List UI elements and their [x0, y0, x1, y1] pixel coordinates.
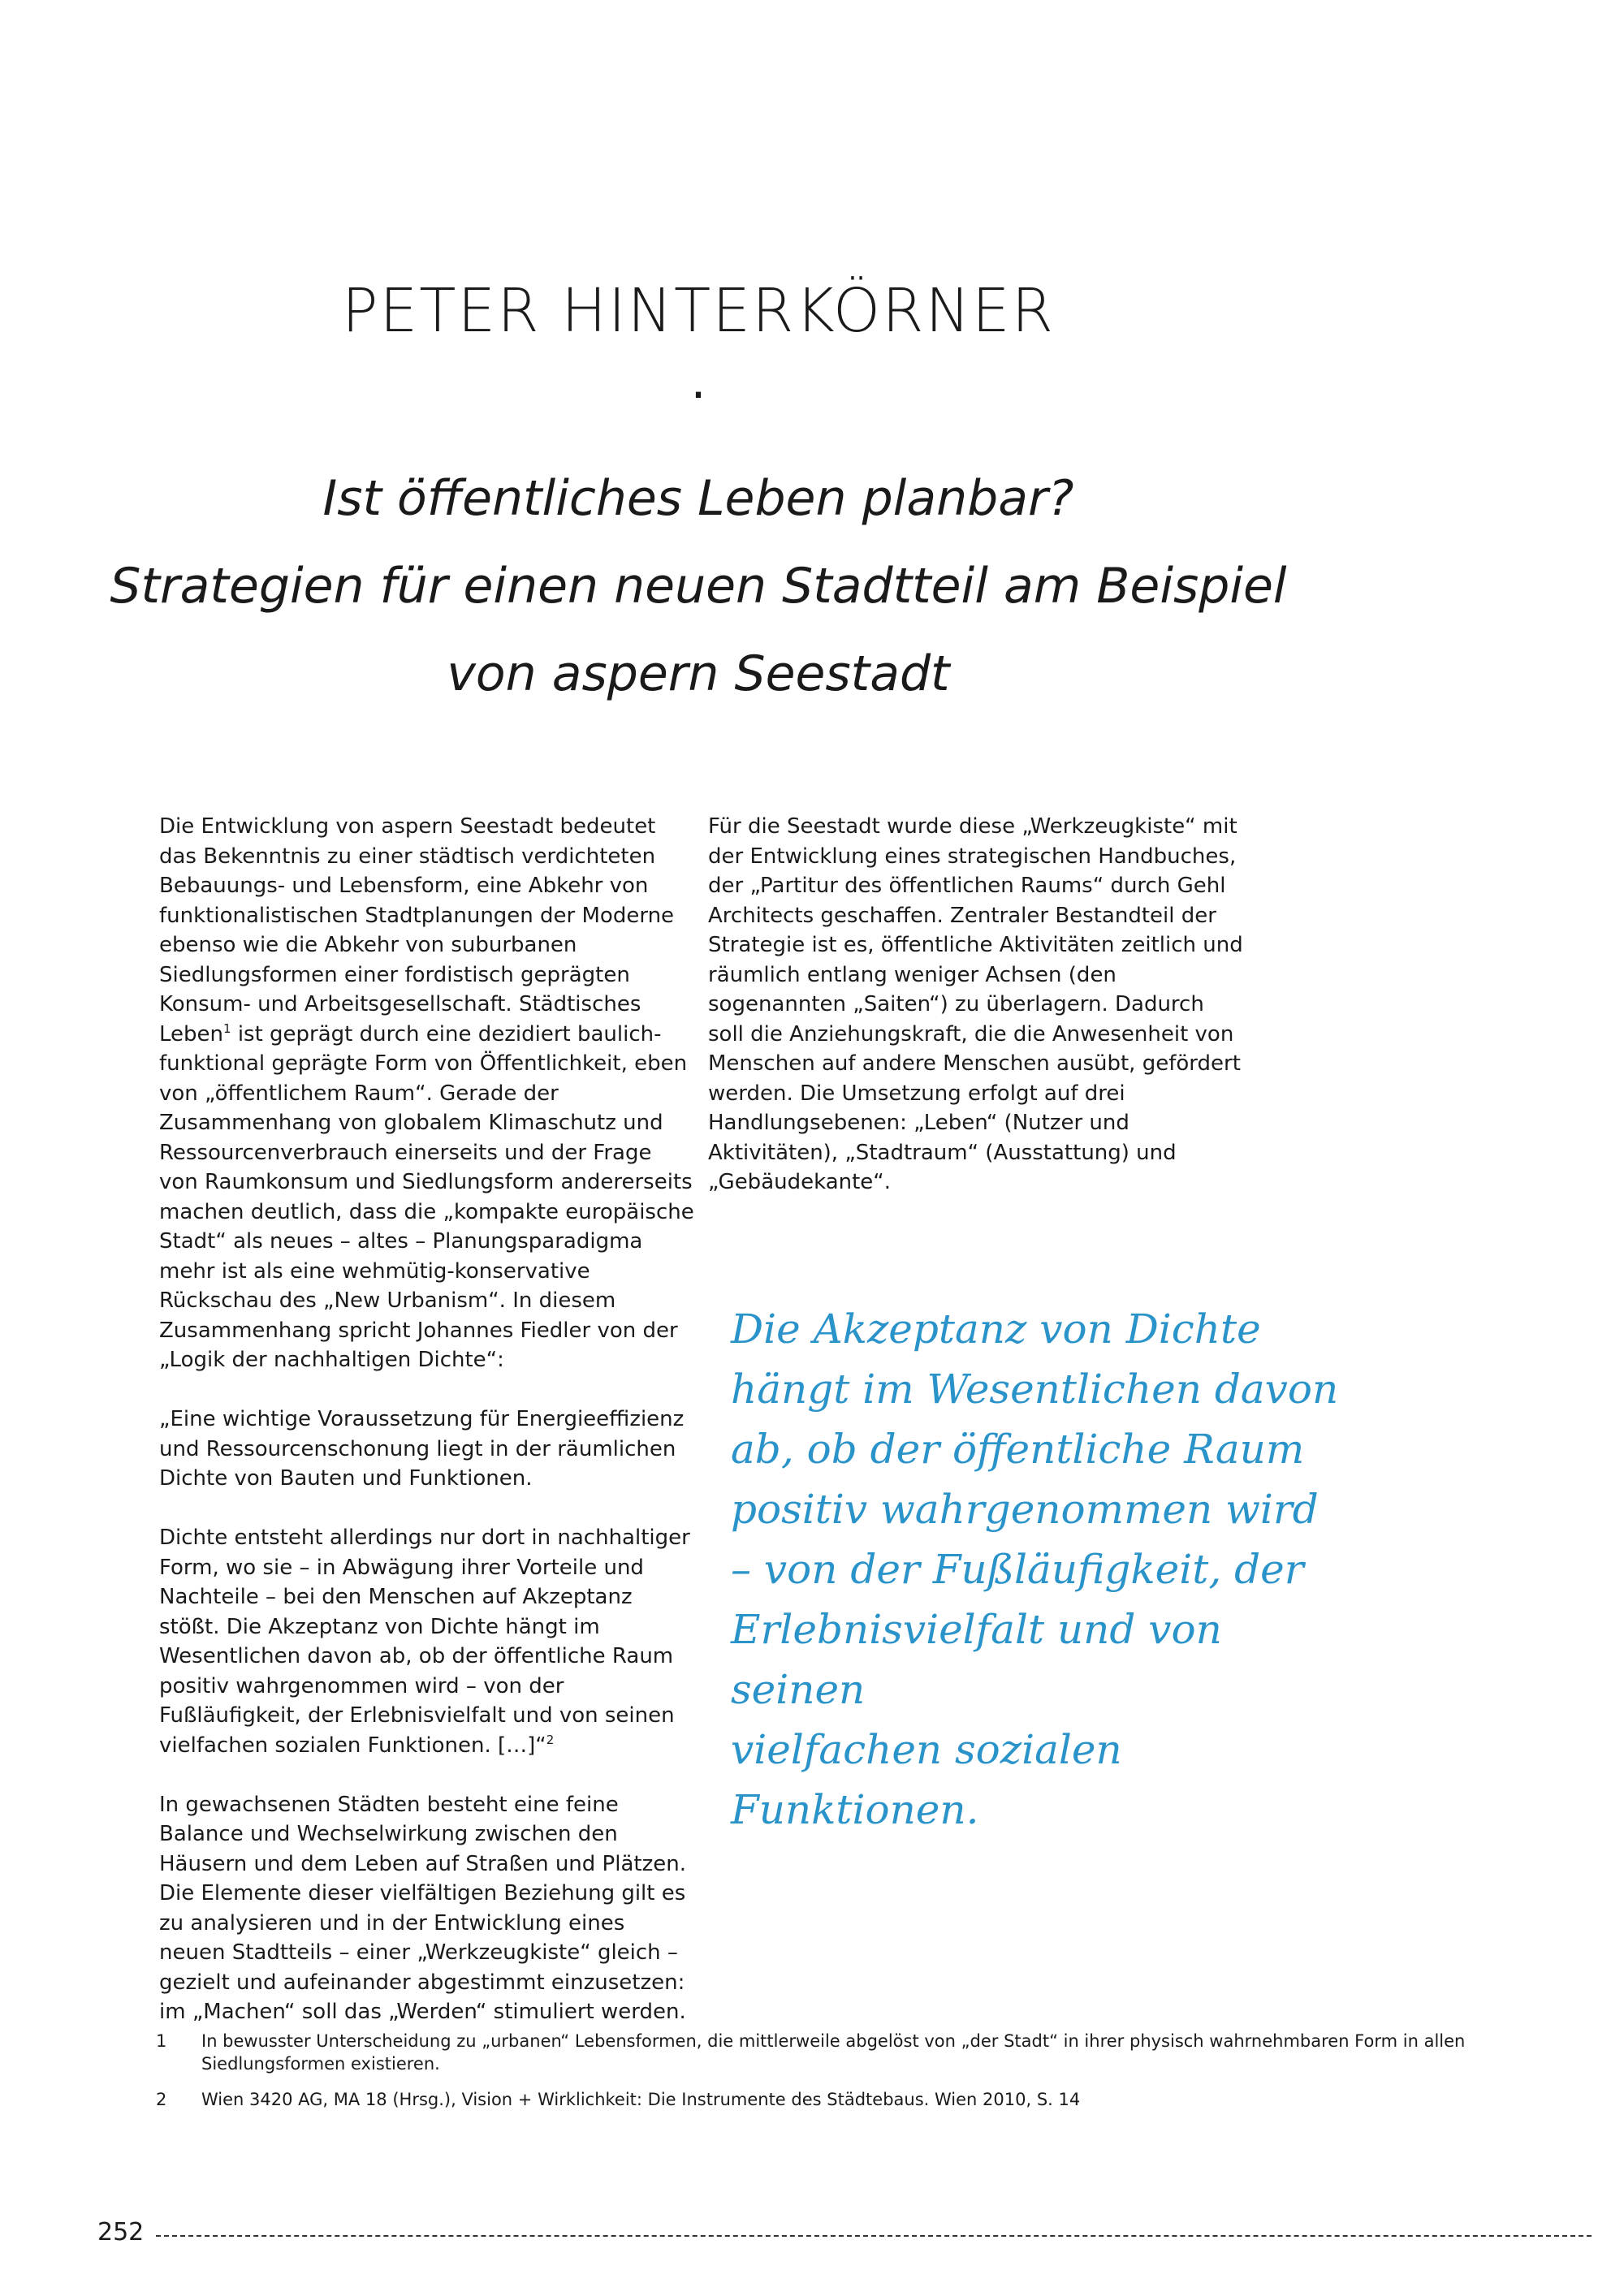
paragraph-text: Die Entwicklung von aspern Seestadt bedeutet das Bekenntnis zu einer städtisch verdichteten Bebauungs- und Lebensform, eine Abkehr von funktionalistischen Stadtplanungen der Moderne ebenso wie die Abkehr von suburbanen Siedlungsformen einer fordistisch geprägten Konsum- und Arbeitsgesellschaft. Städtisches Leben: [159, 814, 675, 1047]
paragraph: [159, 812, 695, 1375]
pull-quote-line: positiv wahrgenommen wird: [731, 1486, 1319, 1533]
title-line: Ist öffentliches Leben planbar?: [322, 470, 1074, 527]
pull-quote-line: hängt im Wesentlichen davon: [731, 1366, 1339, 1413]
article-title: [0, 455, 1397, 718]
footnote: [156, 2030, 1488, 2075]
footnote-text: In bewusster Unterscheidung zu „urbanen“ Lebensformen, die mittlerweile abgelöst von „der Stadt“ in ihrer physisch wahrnehmbaren Form in allen Siedlungsformen existieren.: [201, 2031, 1466, 2074]
paragraph: Für die Seestadt wurde diese „Werkzeugkiste“ mit der Entwicklung eines strategischen Handbuches, der „Partitur des öffentlichen Raums“ durch Gehl Architects geschaffen. Zentraler Bestandteil der Strategie ist es, öffentliche Aktivitäten zeitlich und räumlich entlang weniger Achsen (den sogenannten „Saiten“) zu überlagern. Dadurch soll die Anziehungskraft, die die Anwesenheit von Menschen auf andere Menschen ausübt, gefördert werden. Die Umsetzung erfolgt auf drei Handlungsebenen: „Leben“ (Nutzer und Aktivitäten), „Stadtraum“ (Ausstattung) und „Gebäudekante“.: [708, 814, 1243, 1194]
quote-paragraph: „Eine wichtige Voraussetzung für Energieeffizienz und Ressourcenschonung liegt in der räumlichen Dichte von Bauten und Funktionen.: [159, 1407, 685, 1491]
footnote-number: 2: [156, 2090, 167, 2109]
footnote: [156, 2088, 1488, 2111]
right-text-column: [708, 812, 1244, 1198]
paragraph: In gewachsenen Städten besteht eine feine Balance und Wechselwirkung zwischen den Häusern und dem Leben auf Straßen und Plätzen. Die Elemente dieser vielfältigen Beziehung gilt es zu analysieren und in der Entwicklung eines neuen Stadtteils – einer „Werkzeugkiste“ gleich – gezielt und aufeinander abgestimmt einzusetzen: im „Machen“ soll das „Werden“ stimuliert werden.: [159, 1792, 686, 2024]
pull-quote: [731, 1299, 1348, 1840]
pull-quote-line: Erlebnisvielfalt und von seinen: [731, 1606, 1222, 1713]
pull-quote-line: ab, ob der öffentliche Raum: [731, 1426, 1305, 1473]
page-footer: [97, 2220, 1592, 2245]
footnote-ref: 1: [223, 1021, 231, 1036]
quote-paragraph: [159, 1523, 695, 1760]
page-number: 252: [97, 2218, 145, 2246]
title-line: Strategien für einen neuen Stadtteil am Beispiel: [110, 558, 1287, 615]
pull-quote-line: – von der Fußläufigkeit, der: [731, 1546, 1304, 1593]
footnote-text: Wien 3420 AG, MA 18 (Hrsg.), Vision + Wirklichkeit: Die Instrumente des Städtebaus. Wien 2010, S. 14: [201, 2090, 1081, 2109]
author-dot: .: [690, 353, 706, 410]
pull-quote-line: Die Akzeptanz von Dichte: [731, 1306, 1261, 1353]
footnote-ref: 2: [546, 1732, 555, 1747]
dashed-rule: [156, 2235, 1592, 2237]
author-name: PETER HINTERKÖRNER: [341, 276, 1056, 346]
left-text-column: [159, 812, 695, 2027]
footnotes: [156, 2030, 1488, 2124]
paragraph-text: ist geprägt durch eine dezidiert baulich-funktional geprägte Form von Öffentlichkeit, eben von „öffentlichem Raum“. Gerade der Zusammenhang von globalem Klimaschutz und Ressourcenverbrauch einerseits und der Frage von Raumkonsum und Siedlungsform andererseits machen deutlich, dass die „kompakte europäische Stadt“ als neues – altes – Planungsparadigma mehr ist als eine wehmütig-konservative Rückschau des „New Urbanism“. In diesem Zusammenhang spricht Johannes Fiedler von der „Logik der nachhaltigen Dichte“:: [159, 1021, 694, 1372]
paragraph-text: Dichte entsteht allerdings nur dort in nachhaltiger Form, wo sie – in Abwägung ihrer Vorteile und Nachteile – bei den Menschen auf Akzeptanz stößt. Die Akzeptanz von Dichte hängt im Wesentlichen davon ab, ob der öffentliche Raum positiv wahrgenommen wird – von der Fußläufigkeit, der Erlebnisvielfalt und von seinen vielfachen sozialen Funktionen. […]“: [159, 1526, 690, 1758]
footnote-number: 1: [156, 2031, 167, 2051]
title-line: von aspern Seestadt: [447, 645, 950, 702]
pull-quote-line: vielfachen sozialen Funktionen.: [731, 1726, 1122, 1833]
